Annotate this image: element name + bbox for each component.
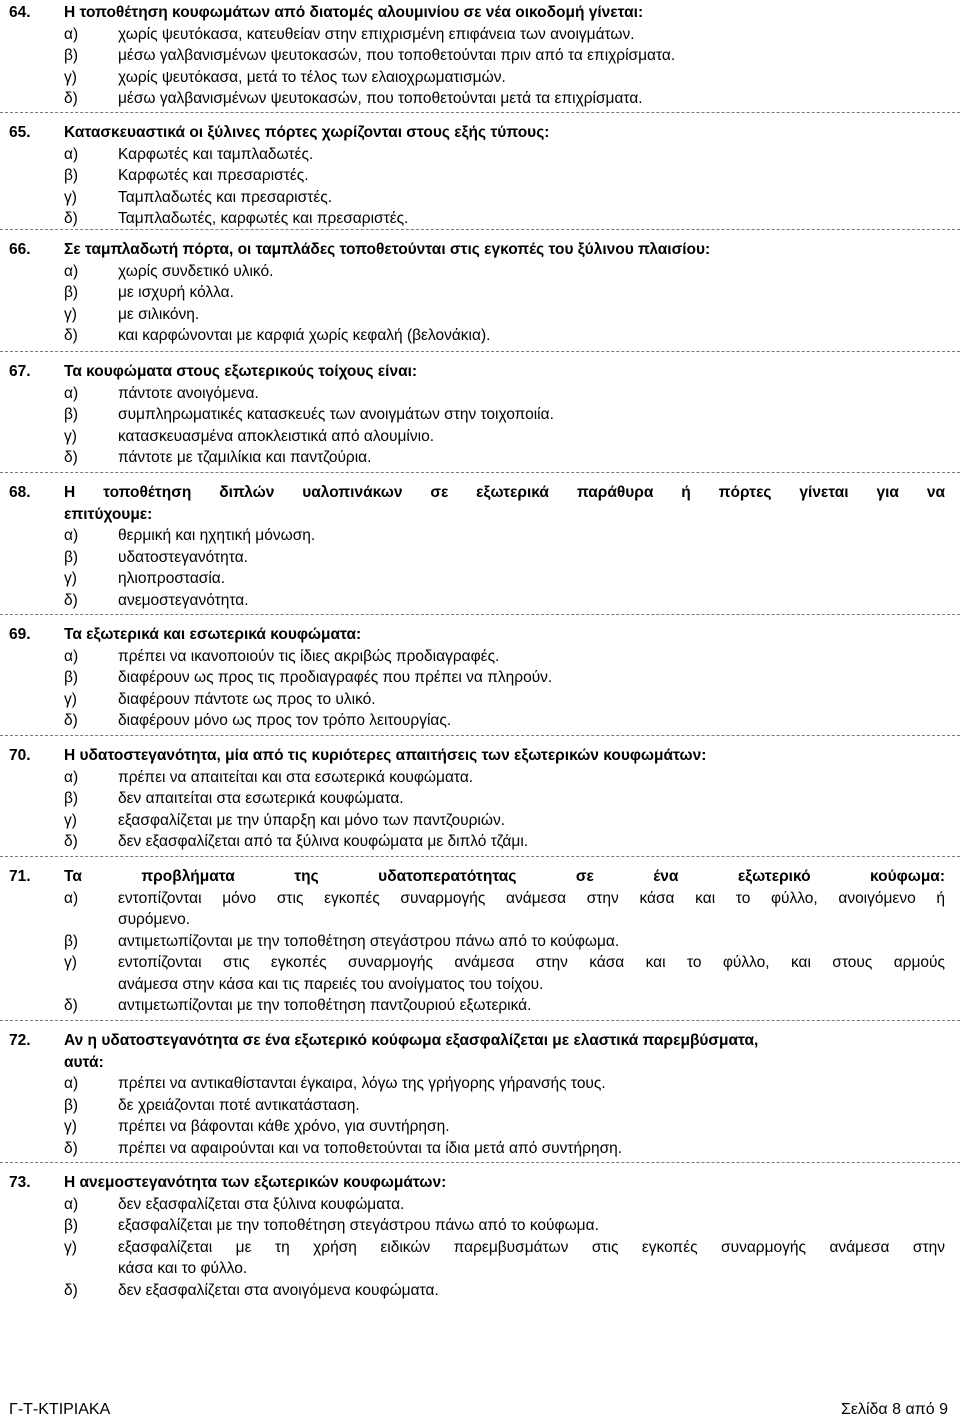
option-letter: γ) bbox=[64, 427, 77, 445]
option-text-continuation: συρόμενο. bbox=[118, 911, 190, 928]
question-separator bbox=[0, 1162, 960, 1163]
option-text: διαφέρουν ως προς τις προδιαγραφές που πρέπει να πληρούν. bbox=[118, 669, 553, 686]
option-text-continuation: ανάμεσα στην κάσα και τις παρειές του ανοίγματος του τοίχου. bbox=[118, 975, 544, 993]
answer-option bbox=[0, 144, 960, 166]
question-number: 73. bbox=[9, 1174, 31, 1191]
question-separator bbox=[0, 112, 960, 113]
question-separator bbox=[0, 351, 960, 352]
option-text: δε χρειάζονται ποτέ αντικατάσταση. bbox=[118, 1096, 360, 1114]
question-heading bbox=[0, 1030, 960, 1052]
option-letter: γ) bbox=[64, 305, 77, 323]
option-text-continuation: κάσα και το φύλλο. bbox=[118, 1260, 248, 1277]
answer-option bbox=[0, 1280, 960, 1302]
answer-option bbox=[0, 767, 960, 789]
answer-option bbox=[0, 590, 960, 612]
option-text: πάντοτε με τζαμιλίκια και παντζούρια. bbox=[118, 449, 372, 466]
option-text: θερμική και ηχητική μόνωση. bbox=[118, 527, 316, 544]
option-text: με ισχυρή κόλλα. bbox=[118, 284, 234, 301]
question-block bbox=[0, 624, 960, 732]
answer-option bbox=[0, 810, 960, 832]
option-letter: δ) bbox=[64, 997, 78, 1014]
option-letter: δ) bbox=[64, 327, 78, 344]
option-text: ηλιοπροστασία. bbox=[118, 570, 226, 587]
option-text: δεν εξασφαλίζεται από τα ξύλινα κουφώματα με διπλό τζάμι. bbox=[118, 833, 529, 850]
question-block bbox=[0, 745, 960, 853]
option-text: διαφέρουν πάντοτε ως προς το υλικό. bbox=[118, 690, 376, 708]
answer-option bbox=[0, 888, 960, 910]
answer-option bbox=[0, 952, 960, 974]
option-text: εντοπίζονται στις εγκοπές συναρμογής ανάμεσα στην κάσα και το φύλλο, και στους αρμούς bbox=[118, 954, 945, 971]
question-text: Η ανεμοστεγανότητα των εξωτερικών κουφωμάτων: bbox=[64, 1174, 447, 1191]
option-letter: γ) bbox=[64, 68, 77, 86]
option-text: εντοπίζονται μόνο στις εγκοπές συναρμογής ανάμεσα στην κάσα και το φύλλο, ανοιγόμενο ή bbox=[118, 889, 945, 907]
option-text: και καρφώνονται με καρφιά χωρίς κεφαλή (βελονάκια). bbox=[118, 327, 491, 344]
question-heading bbox=[0, 122, 960, 144]
answer-option bbox=[0, 710, 960, 732]
option-letter: β) bbox=[64, 167, 79, 184]
option-text: αντιμετωπίζονται με την τοποθέτηση παντζουριού εξωτερικά. bbox=[118, 997, 532, 1014]
question-block bbox=[0, 866, 960, 1017]
question-text: Τα κουφώματα στους εξωτερικούς τοίχους είναι: bbox=[64, 363, 418, 380]
option-text: μέσω γαλβανισμένων ψευτοκασών, που τοποθετούνται μετά τα επιχρίσματα. bbox=[118, 90, 643, 107]
answer-option bbox=[0, 1116, 960, 1138]
question-block bbox=[0, 1172, 960, 1301]
option-text: Καρφωτές και ταμπλαδωτές. bbox=[118, 145, 314, 163]
option-letter: β) bbox=[64, 548, 79, 566]
option-letter: β) bbox=[64, 1096, 79, 1114]
question-number: 64. bbox=[9, 4, 31, 21]
answer-option bbox=[0, 1095, 960, 1117]
answer-option bbox=[0, 1194, 960, 1216]
answer-option bbox=[0, 689, 960, 711]
option-letter: γ) bbox=[64, 1238, 77, 1256]
answer-option bbox=[0, 568, 960, 590]
question-text: Κατασκευαστικά οι ξύλινες πόρτες χωρίζονται στους εξής τύπους: bbox=[64, 124, 550, 141]
option-text: Ταμπλαδωτές, καρφωτές και πρεσαριστές. bbox=[118, 210, 409, 227]
question-number: 68. bbox=[9, 484, 31, 501]
option-letter: γ) bbox=[64, 1118, 77, 1135]
question-text: Η υδατοστεγανότητα, μία από τις κυριότερες απαιτήσεις των εξωτερικών κουφωμάτων: bbox=[64, 747, 707, 764]
question-text: Τα προβλήματα της υδατοπερατότητας σε ένα εξωτερικό κούφωμα: bbox=[64, 868, 945, 885]
option-letter: α) bbox=[64, 1195, 79, 1213]
option-text: πρέπει να ικανοποιούν τις ίδιες ακριβώς προδιαγραφές. bbox=[118, 647, 500, 665]
answer-option bbox=[0, 67, 960, 89]
question-text-continuation-line bbox=[0, 504, 960, 526]
option-text: πρέπει να αντικαθίστανται έγκαιρα, λόγω της γρήγορης γήρανσής τους. bbox=[118, 1075, 606, 1092]
answer-option bbox=[0, 447, 960, 469]
question-separator bbox=[0, 735, 960, 736]
option-letter: α) bbox=[64, 384, 79, 402]
question-block bbox=[0, 122, 960, 230]
answer-option bbox=[0, 261, 960, 283]
option-letter: β) bbox=[64, 932, 79, 950]
footer-page-number: Σελίδα 8 από 9 bbox=[840, 1401, 948, 1418]
question-heading bbox=[0, 866, 960, 888]
question-text: Η τοποθέτηση διπλών υαλοπινάκων σε εξωτερικά παράθυρα ή πόρτες γίνεται για να bbox=[64, 484, 945, 501]
answer-option bbox=[0, 788, 960, 810]
question-separator bbox=[0, 1020, 960, 1021]
question-number: 72. bbox=[9, 1032, 31, 1049]
question-text-continuation: αυτά: bbox=[64, 1053, 104, 1071]
option-text: εξασφαλίζεται με την τοποθέτηση στεγάστρου πάνω από το κούφωμα. bbox=[118, 1217, 599, 1234]
option-letter: α) bbox=[64, 527, 79, 544]
option-letter: δ) bbox=[64, 591, 78, 609]
option-letter: α) bbox=[64, 1075, 79, 1092]
question-text: Η τοποθέτηση κουφωμάτων από διατομές αλουμινίου σε νέα οικοδομή γίνεται: bbox=[64, 4, 644, 21]
option-letter: δ) bbox=[64, 449, 78, 466]
option-letter: γ) bbox=[64, 811, 77, 829]
question-number: 66. bbox=[9, 241, 31, 258]
option-letter: α) bbox=[64, 25, 79, 43]
answer-option bbox=[0, 165, 960, 187]
answer-option bbox=[0, 931, 960, 953]
answer-option bbox=[0, 1215, 960, 1237]
question-block bbox=[0, 2, 960, 110]
question-separator bbox=[0, 856, 960, 857]
answer-option bbox=[0, 547, 960, 569]
option-letter: α) bbox=[64, 647, 79, 665]
question-text-continuation: επιτύχουμε: bbox=[64, 505, 153, 523]
question-heading bbox=[0, 745, 960, 767]
answer-option bbox=[0, 525, 960, 547]
option-text: αντιμετωπίζονται με την τοποθέτηση στεγάστρου πάνω από το κούφωμα. bbox=[118, 932, 620, 950]
question-text: Τα εξωτερικά και εσωτερικά κουφώματα: bbox=[64, 626, 362, 643]
option-letter: δ) bbox=[64, 1139, 78, 1157]
answer-option bbox=[0, 325, 960, 347]
answer-option bbox=[0, 304, 960, 326]
answer-option-continuation-line bbox=[0, 909, 960, 931]
option-letter: δ) bbox=[64, 712, 78, 729]
option-text: υδατοστεγανότητα. bbox=[118, 548, 248, 566]
answer-option bbox=[0, 1237, 960, 1259]
option-letter: γ) bbox=[64, 570, 77, 587]
answer-option bbox=[0, 383, 960, 405]
question-text-continuation-line bbox=[0, 1052, 960, 1074]
option-text: χωρίς ψευτόκασα, κατευθείαν στην επιχρισμένη επιφάνεια των ανοιγμάτων. bbox=[118, 25, 635, 43]
option-letter: α) bbox=[64, 145, 79, 163]
question-block bbox=[0, 482, 960, 611]
option-letter: α) bbox=[64, 889, 79, 907]
option-letter: β) bbox=[64, 47, 79, 64]
answer-option bbox=[0, 646, 960, 668]
question-separator bbox=[0, 614, 960, 615]
option-text: μέσω γαλβανισμένων ψευτοκασών, που τοποθετούνται πριν από τα επιχρίσματα. bbox=[118, 47, 676, 64]
question-separator bbox=[0, 229, 960, 230]
option-letter: γ) bbox=[64, 188, 77, 206]
answer-option bbox=[0, 24, 960, 46]
answer-option-continuation-line bbox=[0, 974, 960, 996]
option-text: πρέπει να αφαιρούνται και να τοποθετούνται τα ίδια μετά από συντήρηση. bbox=[118, 1139, 623, 1157]
question-heading bbox=[0, 482, 960, 504]
option-text: χωρίς συνδετικό υλικό. bbox=[118, 262, 274, 280]
question-heading bbox=[0, 2, 960, 24]
question-block bbox=[0, 1030, 960, 1159]
question-text: Σε ταμπλαδωτή πόρτα, οι ταμπλάδες τοποθετούνται στις εγκοπές του ξύλινου πλαισίου: bbox=[64, 241, 711, 258]
answer-option bbox=[0, 1138, 960, 1160]
question-number: 67. bbox=[9, 363, 31, 380]
option-text: Καρφωτές και πρεσαριστές. bbox=[118, 167, 309, 184]
option-letter: α) bbox=[64, 768, 79, 786]
option-letter: γ) bbox=[64, 954, 77, 971]
question-block bbox=[0, 361, 960, 469]
question-number: 71. bbox=[9, 868, 31, 885]
option-text: χωρίς ψευτόκασα, μετά το τέλος των ελαιοχρωματισμών. bbox=[118, 68, 506, 86]
answer-option-continuation-line bbox=[0, 1258, 960, 1280]
option-letter: β) bbox=[64, 790, 79, 807]
option-letter: β) bbox=[64, 669, 79, 686]
question-heading bbox=[0, 239, 960, 261]
question-heading bbox=[0, 624, 960, 646]
answer-option bbox=[0, 208, 960, 230]
option-letter: β) bbox=[64, 1217, 79, 1234]
question-number: 70. bbox=[9, 747, 31, 764]
option-text: δεν εξασφαλίζεται στα ανοιγόμενα κουφώματα. bbox=[118, 1281, 439, 1299]
option-text: διαφέρουν μόνο ως προς τον τρόπο λειτουργίας. bbox=[118, 712, 452, 729]
option-text: πάντοτε ανοιγόμενα. bbox=[118, 384, 259, 402]
question-separator bbox=[0, 472, 960, 473]
question-number: 69. bbox=[9, 626, 31, 643]
footer-course-code: Γ-Τ-ΚΤΙΡΙΑΚΑ bbox=[9, 1401, 111, 1418]
answer-option bbox=[0, 995, 960, 1017]
answer-option bbox=[0, 1073, 960, 1095]
question-heading bbox=[0, 361, 960, 383]
answer-option bbox=[0, 187, 960, 209]
option-text: εξασφαλίζεται με τη χρήση ειδικών παρεμβυσμάτων στις εγκοπές συναρμογής ανάμεσα στην bbox=[118, 1238, 945, 1256]
answer-option bbox=[0, 45, 960, 67]
option-text: εξασφαλίζεται με την ύπαρξη και μόνο των παντζουριών. bbox=[118, 811, 506, 829]
option-letter: γ) bbox=[64, 690, 77, 708]
option-letter: α) bbox=[64, 262, 79, 280]
option-text: πρέπει να βάφονται κάθε χρόνο, για συντήρηση. bbox=[118, 1118, 450, 1135]
option-text: συμπληρωματικές κατασκευές των ανοιγμάτων στην τοιχοποιία. bbox=[118, 406, 554, 423]
option-letter: δ) bbox=[64, 210, 78, 227]
option-text: δεν εξασφαλίζεται στα ξύλινα κουφώματα. bbox=[118, 1195, 405, 1213]
answer-option bbox=[0, 88, 960, 110]
option-letter: β) bbox=[64, 406, 79, 423]
option-letter: δ) bbox=[64, 833, 78, 850]
option-text: ανεμοστεγανότητα. bbox=[118, 591, 249, 609]
answer-option bbox=[0, 282, 960, 304]
option-letter: δ) bbox=[64, 1281, 78, 1299]
option-text: Ταμπλαδωτές και πρεσαριστές. bbox=[118, 188, 333, 206]
option-letter: δ) bbox=[64, 90, 78, 107]
option-text: πρέπει να απαιτείται και στα εσωτερικά κουφώματα. bbox=[118, 768, 474, 786]
answer-option bbox=[0, 831, 960, 853]
question-number: 65. bbox=[9, 124, 31, 141]
answer-option bbox=[0, 404, 960, 426]
answer-option bbox=[0, 426, 960, 448]
option-letter: β) bbox=[64, 284, 79, 301]
option-text: κατασκευασμένα αποκλειστικά από αλουμίνιο. bbox=[118, 427, 434, 445]
answer-option bbox=[0, 667, 960, 689]
question-block bbox=[0, 239, 960, 347]
question-text: Αν η υδατοστεγανότητα σε ένα εξωτερικό κούφωμα εξασφαλίζεται με ελαστικά παρεμβύσματα, bbox=[64, 1032, 759, 1049]
option-text: δεν απαιτείται στα εσωτερικά κουφώματα. bbox=[118, 790, 404, 807]
question-heading bbox=[0, 1172, 960, 1194]
option-text: με σιλικόνη. bbox=[118, 305, 200, 323]
